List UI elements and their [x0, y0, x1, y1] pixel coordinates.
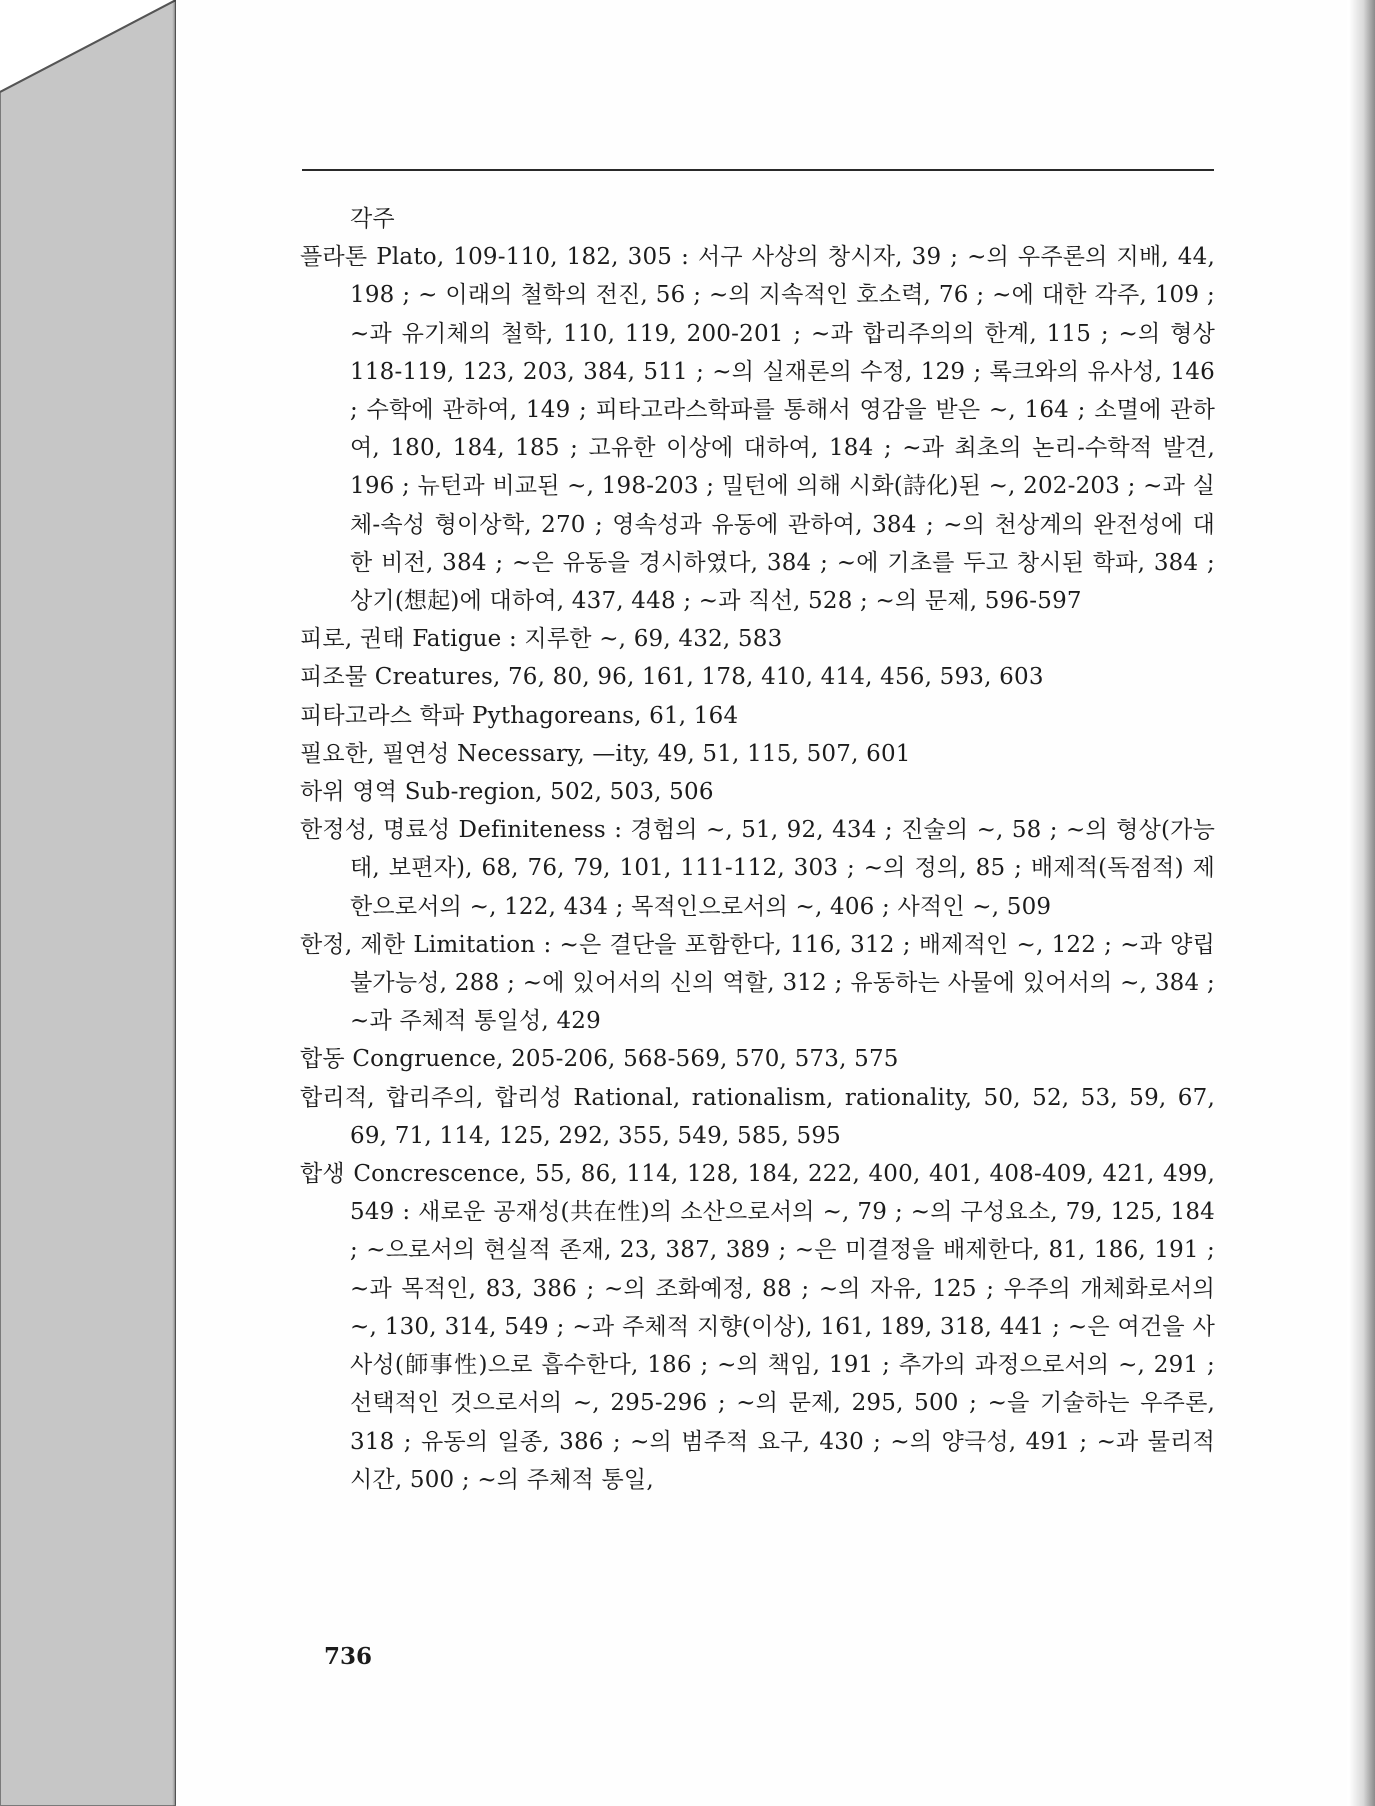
page-number: 736 — [324, 1643, 373, 1670]
index-entry-plato: 플라톤 Plato, 109-110, 182, 305 : 서구 사상의 창시자, 39 ; ~의 우주론의 지배, 44, 198 ; ~ 이래의 철학의 전진, 56 ; ~의 지속적인 호소력, 76 ; ~에 대한 각주, 109 ; ~과 유기체의 철학, 110, 119, 200-201 ; ~과 합리주의의 한계, 115 ; ~의 형상 118-119, 123, 203, 384, 511 ; ~의 실재론의 수정, 129 ; 록크와의 유사성, 146 ; 수학에 관하여, 149 ; 피타고라스학파를 통해서 영감을 받은 ~, 164 ; 소멸에 관하여, 180, 184, 185 ; 고유한 이상에 대하여, 184 ; ~과 최초의 논리-수학적 발견, 196 ; 뉴턴과 비교된 ~, 198-203 ; 밀턴에 의해 시화(詩化)된 ~, 202-203 ; ~과 실체-속성 형이상학, 270 ; 영속성과 유동에 관하여, 384 ; ~의 천상계의 완전성에 대한 비전, 384 ; ~은 유동을 경시하였다, 384 ; ~에 기초를 두고 창시된 학파, 384 ; 상기(想起)에 대하여, 437, 448 ; ~과 직선, 528 ; ~의 문제, 596-597 — [300, 244, 1215, 615]
index-entry-fatigue: 피로, 권태 Fatigue : 지루한 ~, 69, 432, 583 — [300, 626, 783, 653]
index-entry-rational: 합리적, 합리주의, 합리성 Rational, rationalism, rationality, 50, 52, 53, 59, 67, 69, 71, 114, 125, 292, 355, 549, 585, 595 — [300, 1084, 1215, 1149]
index-entry-sub-region: 하위 영역 Sub-region, 502, 503, 506 — [300, 779, 714, 806]
entry-continuation: 각주 — [350, 206, 395, 232]
index-content — [300, 200, 1215, 1499]
header-rule — [302, 169, 1214, 171]
page-right-edge-shadow — [1349, 0, 1375, 1806]
index-entry-limitation: 한정, 제한 Limitation : ~은 결단을 포함한다, 116, 312 ; 배제적인 ~, 122 ; ~과 양립 불가능성, 288 ; ~에 있어서의 신의 역할, 312 ; 유동하는 사물에 있어서의 ~, 384 ; ~과 주체적 통일성, 429 — [300, 931, 1215, 1035]
index-entry-definiteness: 한정성, 명료성 Definiteness : 경험의 ~, 51, 92, 434 ; 진술의 ~, 58 ; ~의 형상(가능태, 보편자), 68, 76, 79, 101, 111-112, 303 ; ~의 정의, 85 ; 배제적(독점적) 제한으로서의 ~, 122, 434 ; 목적인으로서의 ~, 406 ; 사적인 ~, 509 — [300, 817, 1215, 920]
index-entry-concrescence: 합생 Concrescence, 55, 86, 114, 128, 184, 222, 400, 401, 408-409, 421, 499, 549 : 새로운 공재성(共在性)의 소산으로서의 ~, 79 ; ~의 구성요소, 79, 125, 184 ; ~으로서의 현실적 존재, 23, 387, 389 ; ~은 미결정을 배제한다, 81, 186, 191 ; ~과 목적인, 83, 386 ; ~의 조화예정, 88 ; ~의 자유, 125 ; 우주의 개체화로서의 ~, 130, 314, 549 ; ~과 주체적 지향(이상), 161, 189, 318, 441 ; ~은 여건을 사사성(師事性)으로 흡수한다, 186 ; ~의 책임, 191 ; 추가의 과정으로서의 ~, 291 ; 선택적인 것으로서의 ~, 295-296 ; ~의 문제, 295, 500 ; ~을 기술하는 우주론, 318 ; 유동의 일종, 386 ; ~의 범주적 요구, 430 ; ~의 양극성, 491 ; ~과 물리적 시간, 500 ; ~의 주체적 통일, — [300, 1161, 1215, 1493]
index-entry-necessary: 필요한, 필연성 Necessary, —ity, 49, 51, 115, 507, 601 — [300, 740, 911, 767]
index-entry-congruence: 합동 Congruence, 205-206, 568-569, 570, 573, 575 — [300, 1046, 899, 1073]
index-entry-creatures: 피조물 Creatures, 76, 80, 96, 161, 178, 410, 414, 456, 593, 603 — [300, 664, 1044, 691]
index-entry-pythagoreans: 피타고라스 학파 Pythagoreans, 61, 164 — [300, 702, 739, 729]
